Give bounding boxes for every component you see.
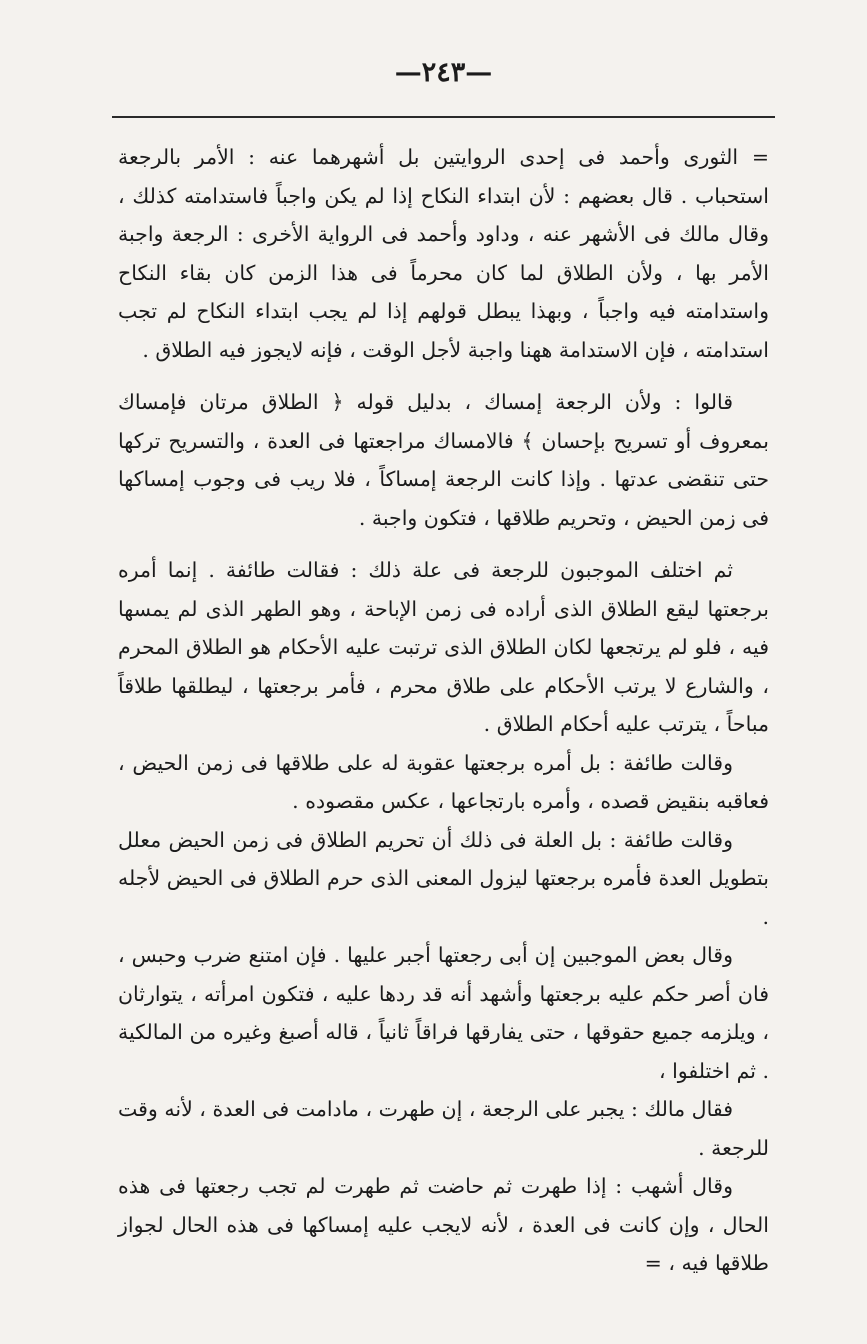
paragraph-gap <box>118 369 769 383</box>
paragraph-5: وقالت طائفة : بل العلة فى ذلك أن تحريم الطلاق فى زمن الحيض معلل بتطويل العدة فأمره برجعتها ليزول المعنى الذى حرم الطلاق فى الحيض لأجله . <box>118 827 769 929</box>
paragraph-1: = الثورى وأحمد فى إحدى الروايتين بل أشهرهما عنه : الأمر بالرجعة استحباب . قال بعضهم : لأن ابتداء النكاح إذا لم يكن واجباً فاستدامته كذلك ، وقال مالك فى الأشهر عنه ، وداود وأحمد فى الرواية الأخرى : الرجعة واجبة الأمر بها ، ولأن الطلاق لما كان محرماً فى هذا الزمن كان بقاء النكاح واستدامته فيه واجباً ، وبهذا يبطل قولهم إذا لم يجب ابتداء النكاح لم تجب استدامته ، فإن الاستدامة ههنا واجبة لأجل الوقت ، فإنه لايجوز فيه الطلاق . <box>118 145 769 362</box>
paragraph-6: وقال بعض الموجبين إن أبى رجعتها أجبر عليها . فإن امتنع ضرب وحبس ، فان أصر حكم عليه برجعتها وأشهد أنه قد ردها عليه ، فتكون امرأته ، يتوارثان ، ويلزمه جميع حقوقها ، حتى يفارقها فراقاً ثانياً ، قاله أصبغ وغيره من المالكية . ثم اختلفوا ، <box>118 943 769 1083</box>
page-number: —٢٤٣— <box>394 57 493 88</box>
header-rule <box>112 116 775 118</box>
paragraph-3: ثم اختلف الموجبون للرجعة فى علة ذلك : فقالت طائفة . إنما أمره برجعتها ليقع الطلاق الذى أراده فى زمن الإباحة ، وهو الطهر الذى لم يمسها فيه ، فلو لم يرتجعها لكان الطلاق الذى ترتبت عليه الأحكام هو الطلاق المحرم ، والشارع لا يرتب الأحكام على طلاق محرم ، فأمر برجعتها ، ليطلقها طلاقاً مباحاً ، يترتب عليه أحكام الطلاق . <box>118 558 769 736</box>
body-text <box>118 138 769 1283</box>
paragraph-2: قالوا : ولأن الرجعة إمساك ، بدليل قوله ﴿ الطلاق مرتان فإمساك بمعروف أو تسريح بإحسان ﴾ فالامساك مراجعتها فى العدة ، والتسريح تركها حتى تنقضى عدتها . وإذا كانت الرجعة إمساكاً ، فلا ريب فى وجوب إمساكها فى زمن الحيض ، وتحريم طلاقها ، فتكون واجبة . <box>118 390 769 530</box>
paragraph-8: وقال أشهب : إذا طهرت ثم حاضت ثم طهرت لم تجب رجعتها فى هذه الحال ، وإن كانت فى العدة ، لأنه لايجب عليه إمساكها فى هذه الحال لجواز طلاقها فيه ، = <box>118 1174 769 1275</box>
paragraph-4: وقالت طائفة : بل أمره برجعتها عقوبة له على طلاقها فى زمن الحيض ، فعاقبه بنقيض قصده ، وأمره بارتجاعها ، عكس مقصوده . <box>118 750 769 813</box>
paragraph-7: فقال مالك : يجبر على الرجعة ، إن طهرت ، مادامت فى العدة ، لأنه وقت للرجعة . <box>118 1097 769 1160</box>
paragraph-gap <box>118 537 769 551</box>
